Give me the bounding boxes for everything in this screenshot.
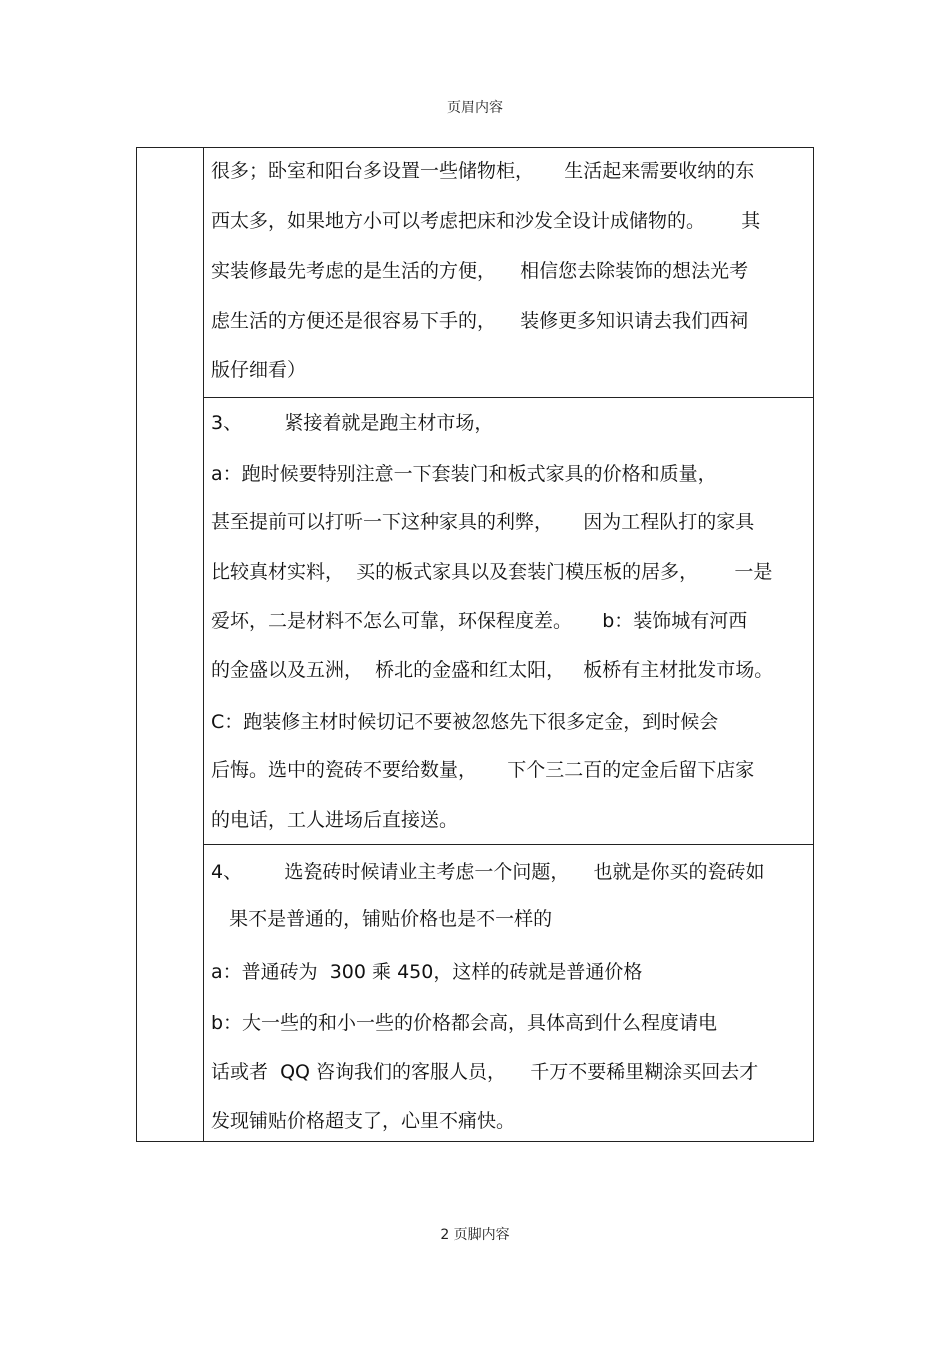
row1-line-1: 很多；卧室和阳台多设置一些储物柜， 生活起来需要收纳的东 [211, 160, 755, 182]
row2-line-8: 后悔。选中的瓷砖不要给数量， 下个三二百的定金后留下店家 [211, 759, 755, 781]
content-table [136, 147, 814, 1142]
column-divider [203, 148, 204, 1141]
row3-line-1: 4、 选瓷砖时候请业主考虑一个问题， 也就是你买的瓷砖如 [211, 861, 765, 883]
row2-line-5: 爱坏，二是材料不怎么可靠，环保程度差。 b：装饰城有河西 [211, 610, 748, 632]
row2-line-6: 的金盛以及五洲， 桥北的金盛和红太阳， 板桥有主材批发市场。 [211, 659, 774, 681]
row2-line-4: 比较真材实料， 买的板式家具以及套装门模压板的居多， 一是 [211, 561, 773, 583]
row3-line-2: 果不是普通的，铺贴价格也是不一样的 [211, 908, 553, 930]
page-footer: 2 页脚内容 [440, 1227, 510, 1243]
row3-line-5: 话或者 QQ 咨询我们的客服人员， 千万不要稀里糊涂买回去才 [211, 1061, 759, 1083]
row2-line-2: a：跑时候要特别注意一下套装门和板式家具的价格和质量， [211, 463, 717, 485]
row1-line-2: 西太多，如果地方小可以考虑把床和沙发全设计成储物的。 其 [211, 210, 761, 232]
row1-line-4: 虑生活的方便还是很容易下手的， 装修更多知识请去我们西祠 [211, 310, 749, 332]
row1-line-5: 版仔细看） [211, 359, 307, 381]
row2-line-9: 的电话，工人进场后直接送。 [211, 809, 459, 831]
row3-line-3: a：普通砖为 300 乘 450，这样的砖就是普通价格 [211, 961, 643, 983]
row2-line-7: C：跑装修主材时候切记不要被忽悠先下很多定金，到时候会 [211, 711, 719, 733]
row-divider-1 [203, 397, 813, 398]
row3-line-4: b：大一些的和小一些的价格都会高，具体高到什么程度请电 [211, 1012, 718, 1034]
row2-line-3: 甚至提前可以打听一下这种家具的利弊， 因为工程队打的家具 [211, 511, 755, 533]
row3-line-6: 发现铺贴价格超支了，心里不痛快。 [211, 1110, 516, 1132]
page-header: 页眉内容 [447, 100, 503, 116]
row2-line-1: 3、 紧接着就是跑主材市场， [211, 412, 494, 434]
row1-line-3: 实装修最先考虑的是生活的方便， 相信您去除装饰的想法光考 [211, 260, 749, 282]
row-divider-2 [203, 844, 813, 845]
